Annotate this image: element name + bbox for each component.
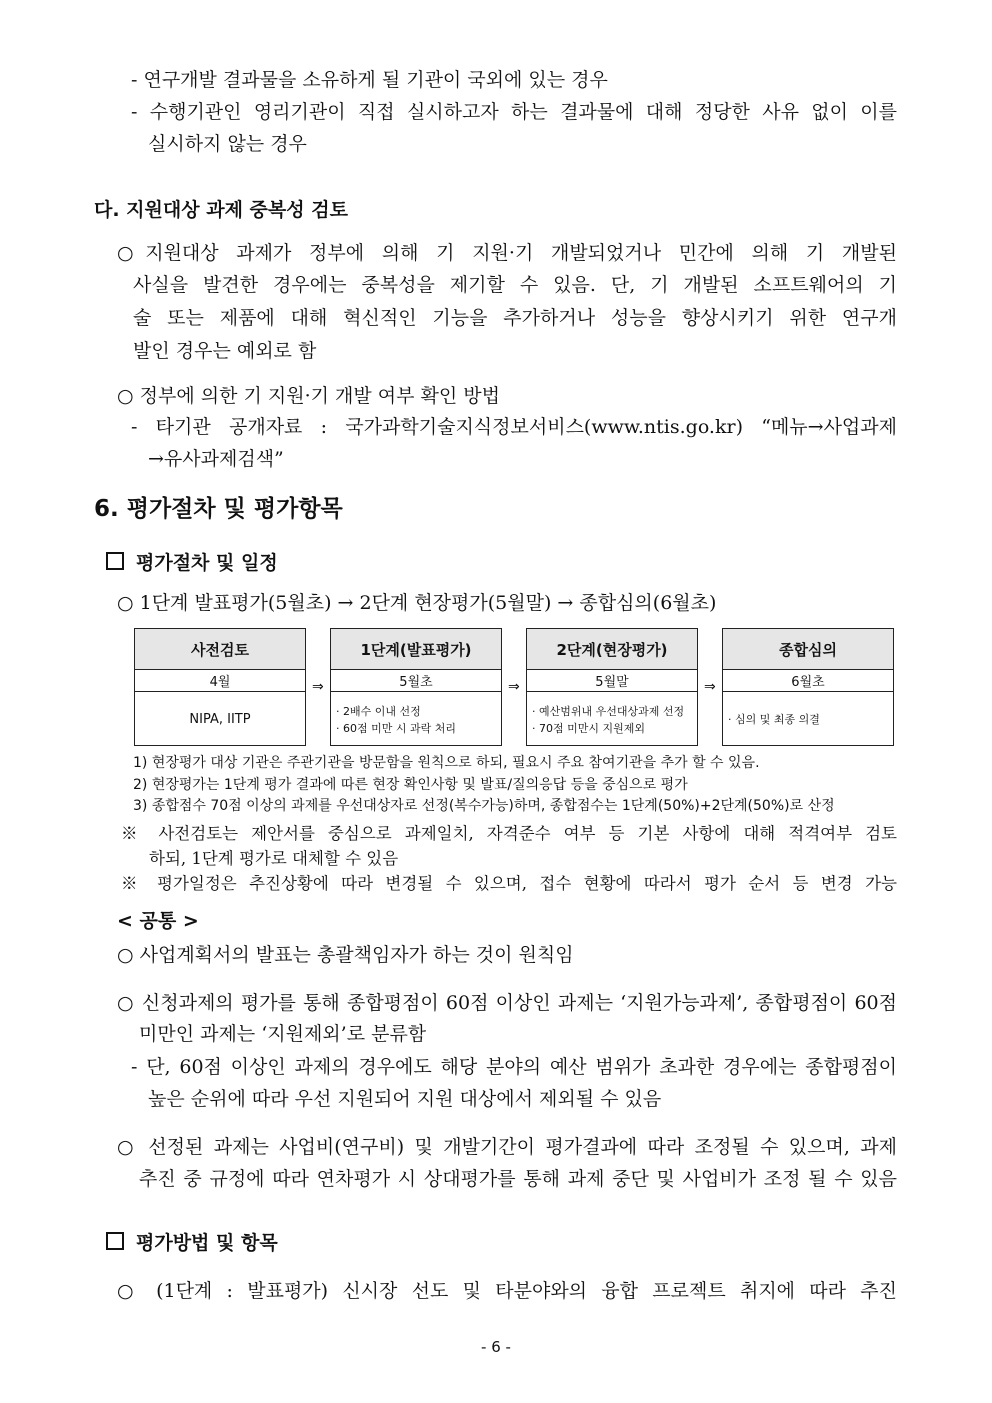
checkbox-square-icon xyxy=(106,552,124,570)
flow-step-body: · 70점 미만시 지원제외 xyxy=(532,721,645,735)
flow-step-title: 2단계(현장평가) xyxy=(527,629,697,670)
flow-step-date: 4월 xyxy=(135,670,305,692)
flow-step-body: · 60점 미만 시 과락 처리 xyxy=(336,721,456,735)
remark-pre-review-line1: ※ 사전검토는 제안서를 중심으로 과제일치, 자격준수 여부 등 기본 사항에 대해 적격여부 검토 xyxy=(121,824,897,843)
duplication-para-line1: ○지원대상 과제가 정부에 의해 기 지원·기 개발되었거나 민간에 의해 기 개발된 xyxy=(117,242,897,264)
flow-step-date: 5월초 xyxy=(331,670,501,692)
procedure-summary: ○ 1단계 발표평가(5월초) → 2단계 현장평가(5월말) → 종합심의(6월초) xyxy=(117,592,717,614)
flow-step-title: 종합심의 xyxy=(723,629,893,670)
check-method-bullet: ○ 정부에 의한 기 지원·기 개발 여부 확인 방법 xyxy=(117,385,500,407)
page-number: - 6 - xyxy=(481,1338,511,1356)
common-heading: < 공통 > xyxy=(117,910,199,932)
footnote-1: 1) 현장평가 대상 기관은 주관기관을 방문함을 원칙으로 하되, 필요시 주요 참여기관을 추가 할 수 있음. xyxy=(133,755,760,771)
bullet-commercial-org-cont: 실시하지 않는 경우 xyxy=(148,133,307,155)
flow-step-date: 5월말 xyxy=(527,670,697,692)
common-item-3-line1: - 단, 60점 이상인 과제의 경우에도 해당 분야의 예산 범위가 초과한 경우에는 종합평점이 xyxy=(131,1056,897,1078)
common-item-4-line1: ○ 선정된 과제는 사업비(연구비) 및 개발기간이 평가결과에 따라 조정될 수 있으며, 과제 xyxy=(117,1136,897,1158)
common-item-1: ○ 사업계획서의 발표는 총괄책임자가 하는 것이 원칙임 xyxy=(117,944,574,966)
flow-step-pre-review xyxy=(134,628,306,746)
flow-arrow-icon: ⇒ xyxy=(704,679,716,695)
common-item-4-line2: 추진 중 규정에 따라 연차평가 시 상대평가를 통해 과제 중단 및 사업비가 조정 될 수 있음 xyxy=(139,1168,897,1190)
remark-schedule: ※ 평가일정은 추진상황에 따라 변경될 수 있으며, 접수 현황에 따라서 평가 순서 등 변경 가능 xyxy=(121,874,897,893)
footnote-2: 2) 현장평가는 1단계 평가 결과에 따른 현장 확인사항 및 발표/질의응답 등을 중심으로 평가 xyxy=(133,777,688,793)
flow-step-body: · 2배수 이내 선정 xyxy=(336,704,421,718)
common-item-2-line1: ○ 신청과제의 평가를 통해 종합평점이 60점 이상인 과제는 ‘지원가능과제’, 종합평점이 60점 xyxy=(117,992,897,1014)
flow-step-date: 6월초 xyxy=(723,670,893,692)
common-item-2-line2: 미만인 과제는 ‘지원제외’로 분류함 xyxy=(139,1023,427,1045)
duplication-para-line2: 사실을 발견한 경우에는 중복성을 제기할 수 있음. 단, 기 개발된 소프트웨어의 기 xyxy=(133,274,897,296)
remark-pre-review-line2: 하되, 1단계 평가로 대체할 수 있음 xyxy=(149,849,399,868)
bullet-foreign-owner: - 연구개발 결과물을 소유하게 될 기관이 국외에 있는 경우 xyxy=(131,69,608,91)
method-item-1: ○ (1단계 : 발표평가) 신시장 선도 및 타분야와의 융합 프로젝트 취지에 따라 추진 xyxy=(117,1280,897,1302)
subheading-method: 평가방법 및 항목 xyxy=(106,1231,278,1255)
flow-step-onsite xyxy=(526,628,698,746)
flow-step-body: · 심의 및 최종 의결 xyxy=(728,713,820,726)
flow-arrow-icon: ⇒ xyxy=(508,679,520,695)
checkbox-square-icon xyxy=(106,1232,124,1250)
common-item-3-line2: 높은 순위에 따라 우선 지원되어 지원 대상에서 제외될 수 있음 xyxy=(148,1088,662,1110)
flow-step-title: 1단계(발표평가) xyxy=(331,629,501,670)
section-heading-evaluation: 6. 평가절차 및 평가항목 xyxy=(94,496,343,522)
section-heading-duplication: 다. 지원대상 과제 중복성 검토 xyxy=(94,199,348,221)
bullet-commercial-org: - 수행기관인 영리기관이 직접 실시하고자 하는 결과물에 대해 정당한 사유 없이 이를 xyxy=(131,101,897,123)
duplication-para-line4: 발인 경우는 예외로 함 xyxy=(133,340,317,362)
flow-step-body: NIPA, IITP xyxy=(189,712,251,727)
flow-arrow-icon: ⇒ xyxy=(312,679,324,695)
flow-step-body: · 예산범위내 우선대상과제 선정 xyxy=(532,704,685,718)
footnote-3: 3) 종합점수 70점 이상의 과제를 우선대상자로 선정(복수가능)하며, 종합점수는 1단계(50%)+2단계(50%)로 산정 xyxy=(133,798,835,814)
flow-step-presentation xyxy=(330,628,502,746)
flow-step-final xyxy=(722,628,894,746)
subheading-procedure: 평가절차 및 일정 xyxy=(106,551,278,575)
ntis-reference-line2: →유사과제검색” xyxy=(148,448,284,470)
ntis-reference-line1: - 타기관 공개자료 : 국가과학기술지식정보서비스(www.ntis.go.kr) “메뉴→사업과제 xyxy=(131,416,897,438)
duplication-para-line3: 술 또는 제품에 대해 혁신적인 기능을 추가하거나 성능을 향상시키기 위한 연구개 xyxy=(133,307,897,329)
flow-step-title: 사전검토 xyxy=(135,629,305,670)
